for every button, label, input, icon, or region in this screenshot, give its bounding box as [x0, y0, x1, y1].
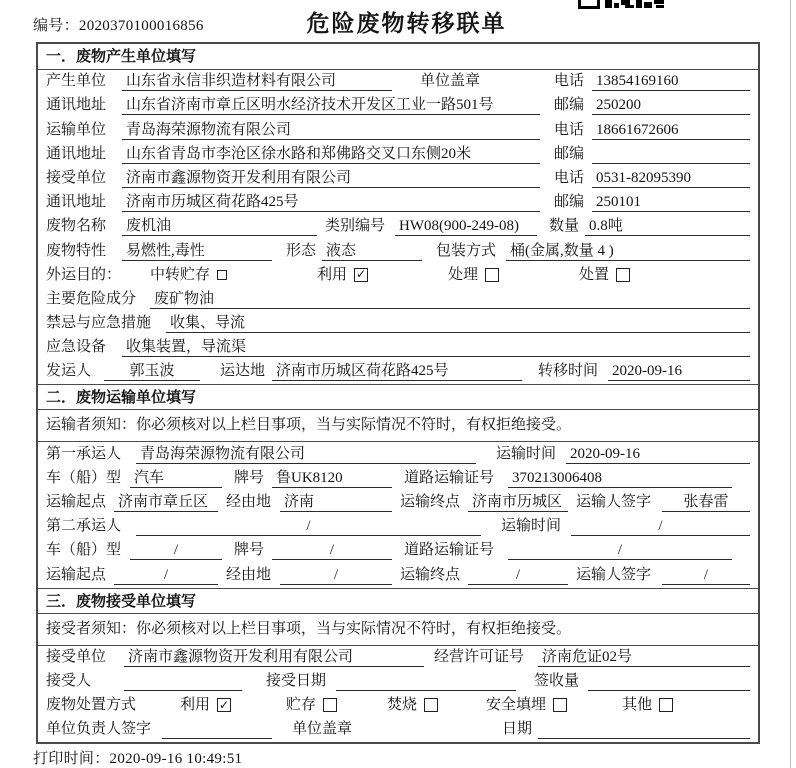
- row-receiver-unit: [38, 167, 758, 191]
- license-label: 经营许可证号: [434, 648, 525, 665]
- checkbox-label: 安全填埋: [486, 697, 547, 714]
- checkbox-group-other: [622, 696, 673, 715]
- form-state-value: 液态: [322, 242, 422, 261]
- row-main-hazard: [38, 288, 758, 312]
- field-label: 通讯地址: [46, 97, 107, 114]
- postcode-label: 邮编: [554, 194, 585, 211]
- checkbox-label: 其他: [622, 697, 653, 714]
- quantity-value: 0.8吨: [585, 217, 750, 236]
- plate-label: 牌号: [234, 469, 265, 486]
- transporter-notice: 运输者须知：你必须核对以上栏目事项，当与实际情况不符时，有权拒绝接受。: [38, 410, 758, 442]
- main-hazard-value: 废矿物油: [150, 290, 750, 309]
- row-receiver-address: [38, 191, 758, 215]
- plate-value: 鲁UK8120: [272, 469, 392, 488]
- acceptor-value: [124, 672, 242, 691]
- received-qty-label: 签收量: [534, 672, 580, 689]
- print-time-label: 打印时间：: [33, 751, 110, 767]
- checkbox-label: 中转贮存: [150, 266, 211, 283]
- category-code-label: 类别编号: [325, 218, 386, 235]
- field-label: 第二承运人: [46, 518, 122, 535]
- destination-label: 运达地: [220, 363, 266, 380]
- destination-value: 济南市历城区荷花路425号: [272, 362, 522, 381]
- field-label: 接受单位: [46, 648, 107, 665]
- checkbox: [485, 268, 499, 282]
- check-mark: ✓: [356, 267, 367, 282]
- road-permit-label: 道路运输证号: [404, 469, 495, 486]
- postcode-label: 邮编: [554, 97, 585, 114]
- via-value: /: [280, 566, 392, 585]
- print-time-value: 2020-09-16 10:49:51: [109, 751, 243, 767]
- via-label: 经由地: [226, 566, 272, 583]
- postcode-label: 邮编: [554, 145, 585, 162]
- field-label: 禁忌与应急措施: [46, 315, 152, 332]
- date-value: [538, 720, 750, 739]
- accepting-unit-value: 济南市鑫源物资开发利用有限公司: [124, 648, 424, 667]
- carrier-sign-value: 张春雷: [662, 493, 750, 512]
- check-mark: ✓: [218, 697, 230, 712]
- checkbox: [323, 698, 337, 712]
- checkbox-label: 利用: [317, 266, 348, 283]
- road-permit-value: /: [508, 541, 732, 560]
- section3-header: 三．废物接受单位填写: [38, 588, 758, 614]
- row-emergency-measures: [38, 312, 758, 336]
- transfer-date-value: 2020-09-16: [608, 362, 750, 381]
- received-qty-value: [588, 672, 750, 691]
- waste-property-value: 易燃性,毒性: [122, 242, 272, 261]
- page-edge-line: [790, 0, 791, 768]
- carrier-sign-label: 运输人签字: [576, 566, 652, 583]
- unit-seal-label: 单位盖章: [420, 73, 481, 90]
- row-outbound-purpose: [38, 264, 758, 288]
- checkbox: [354, 268, 368, 282]
- vehicle-type-value: 汽车: [130, 469, 222, 488]
- transport-time-value: 2020-09-16: [566, 445, 750, 464]
- serial-number: [33, 14, 204, 35]
- second-carrier-value: /: [136, 517, 481, 536]
- print-time: [33, 747, 242, 768]
- transport-unit-value: 青岛海荣源物流有限公司: [122, 121, 540, 140]
- row-transport-address: [38, 143, 758, 167]
- row-producer-unit: [38, 70, 758, 94]
- producer-unit-value: 山东省永信非织造材料有限公司: [122, 72, 392, 91]
- row-shipper: [38, 360, 758, 384]
- category-code-value: HW08(900-249-08): [395, 217, 537, 236]
- field-label: 运输起点: [46, 566, 107, 583]
- receiver-unit-value: 济南市鑫源物资开发利用有限公司: [122, 169, 540, 188]
- checkbox-label: 焚烧: [387, 697, 418, 714]
- checkbox-group-dispose: [579, 266, 630, 285]
- serial-value: 2020370100016856: [78, 18, 204, 34]
- phone-value: 18661672606: [592, 121, 750, 140]
- accept-date-value: [336, 672, 516, 691]
- shipper-value: 郭玉波: [104, 362, 200, 381]
- row-disposal-method: [38, 694, 758, 718]
- postcode-value: 250200: [592, 96, 750, 115]
- transport-time-value: /: [571, 517, 750, 536]
- address-value: 山东省济南市章丘区明水经济技术开发区工业一路501号: [122, 96, 540, 115]
- vehicle-type-value: /: [130, 541, 222, 560]
- section1-header: 一．废物产生单位填写: [38, 44, 758, 70]
- field-label: 运输起点: [46, 494, 107, 510]
- responsible-signature-value: [162, 720, 272, 739]
- serial-label: 编号：: [33, 18, 79, 34]
- address-value: 山东省青岛市李沧区徐水路和郑佛路交叉口东侧20米: [122, 145, 540, 164]
- row-transport-unit: [38, 118, 758, 142]
- row-acceptor: [38, 670, 758, 694]
- checkbox-label: 利用: [180, 697, 211, 714]
- checkbox-label: 处理: [448, 266, 479, 283]
- postcode-value: [592, 145, 750, 164]
- emergency-equipment-value: 收集装置，导流渠: [122, 338, 750, 357]
- row-waste-name: [38, 215, 758, 239]
- qr-code-icon: [578, 0, 666, 10]
- endpoint-label: 运输终点: [400, 566, 461, 583]
- postcode-value: 250101: [592, 193, 750, 212]
- row-second-carrier: [38, 515, 758, 539]
- row-responsible-signature: [38, 718, 758, 742]
- first-carrier-value: 青岛海荣源物流有限公司: [136, 445, 476, 464]
- field-label: 外运目的：: [46, 266, 122, 283]
- unit-seal-label: 单位盖章: [292, 721, 353, 738]
- checkbox-group-store: [286, 696, 337, 715]
- row-emergency-equipment: [38, 336, 758, 360]
- checkbox: [217, 270, 227, 280]
- transport-time-label: 运输时间: [496, 445, 557, 462]
- field-label: 车（船）型: [46, 542, 122, 559]
- checkbox-group-transfer-storage: [150, 266, 227, 285]
- field-label: 通讯地址: [46, 145, 107, 162]
- row-waste-property: [38, 239, 758, 263]
- phone-label: 电话: [554, 121, 585, 138]
- field-label: 发运人: [46, 363, 92, 380]
- row-first-carrier: [38, 442, 758, 466]
- phone-value: 13854169160: [592, 72, 750, 91]
- endpoint-value: /: [468, 566, 568, 585]
- address-value: 济南市历城区荷花路425号: [122, 193, 540, 212]
- field-label: 接受人: [46, 672, 92, 689]
- transfer-form: [36, 42, 760, 744]
- plate-label: 牌号: [234, 542, 265, 559]
- checkbox: [616, 268, 630, 282]
- row-vehicle-type-1: [38, 467, 758, 491]
- transport-time-label: 运输时间: [501, 518, 562, 535]
- emergency-measures-value: 收集、导流: [166, 314, 750, 333]
- page-title: 危险废物转移联单: [306, 10, 507, 36]
- via-value: 济南: [280, 493, 392, 512]
- field-label: 主要危险成分: [46, 290, 137, 307]
- checkbox: [424, 698, 438, 712]
- license-value: 济南危证02号: [538, 648, 750, 667]
- checkbox-group-utilize: [180, 696, 231, 715]
- form-state-label: 形态: [286, 242, 317, 259]
- field-label: 第一承运人: [46, 445, 122, 462]
- field-label: 废物名称: [46, 218, 107, 235]
- field-label: 车（船）型: [46, 469, 122, 486]
- receiver-notice: 接受者须知：你必须核对以上栏目事项，当与实际情况不符时，有权拒绝接受。: [38, 614, 758, 646]
- plate-value: /: [272, 541, 392, 560]
- endpoint-label: 运输终点: [400, 494, 461, 510]
- carrier-sign-value: /: [662, 566, 750, 585]
- section2-header: 二．废物运输单位填写: [38, 384, 758, 410]
- checkbox: [553, 698, 567, 712]
- origin-value: 济南市章丘区: [114, 493, 218, 512]
- row-producer-address: [38, 94, 758, 118]
- field-label: 运输单位: [46, 121, 107, 138]
- field-label: 通讯地址: [46, 194, 107, 211]
- packaging-label: 包装方式: [436, 242, 497, 259]
- field-label: 产生单位: [46, 73, 107, 90]
- packaging-value: 桶(金属,数量 4 ): [506, 242, 750, 261]
- row-accepting-unit: [38, 646, 758, 670]
- row-transport-route-1: [38, 491, 758, 515]
- checkbox: [659, 698, 673, 712]
- phone-label: 电话: [554, 73, 585, 90]
- accept-date-label: 接受日期: [266, 672, 327, 689]
- checkbox-label: 处置: [579, 266, 610, 283]
- checkbox-group-utilize: [317, 266, 368, 285]
- date-label: 日期: [502, 721, 533, 738]
- checkbox: [217, 698, 231, 712]
- checkbox-group-treat: [448, 266, 499, 285]
- row-transport-route-2: [38, 563, 758, 587]
- phone-label: 电话: [554, 169, 585, 186]
- field-label: 单位负责人签字: [46, 721, 152, 738]
- carrier-sign-label: 运输人签字: [576, 494, 652, 510]
- waste-name-value: 废机油: [122, 217, 317, 236]
- row-vehicle-type-2: [38, 539, 758, 563]
- road-permit-value: 370213006408: [508, 469, 732, 488]
- field-label: 应急设备: [46, 339, 107, 356]
- transfer-date-label: 转移时间: [538, 363, 599, 380]
- field-label: 废物处置方式: [46, 697, 137, 714]
- checkbox-label: 贮存: [286, 697, 317, 714]
- checkbox-group-incinerate: [387, 696, 438, 715]
- field-label: 接受单位: [46, 169, 107, 186]
- checkbox-group-landfill: [486, 696, 567, 715]
- endpoint-value: 济南市历城区: [468, 493, 568, 512]
- origin-value: /: [114, 566, 218, 585]
- quantity-label: 数量: [549, 218, 580, 235]
- road-permit-label: 道路运输证号: [404, 542, 495, 559]
- field-label: 废物特性: [46, 242, 107, 259]
- via-label: 经由地: [226, 494, 272, 510]
- phone-value: 0531-82095390: [592, 169, 750, 188]
